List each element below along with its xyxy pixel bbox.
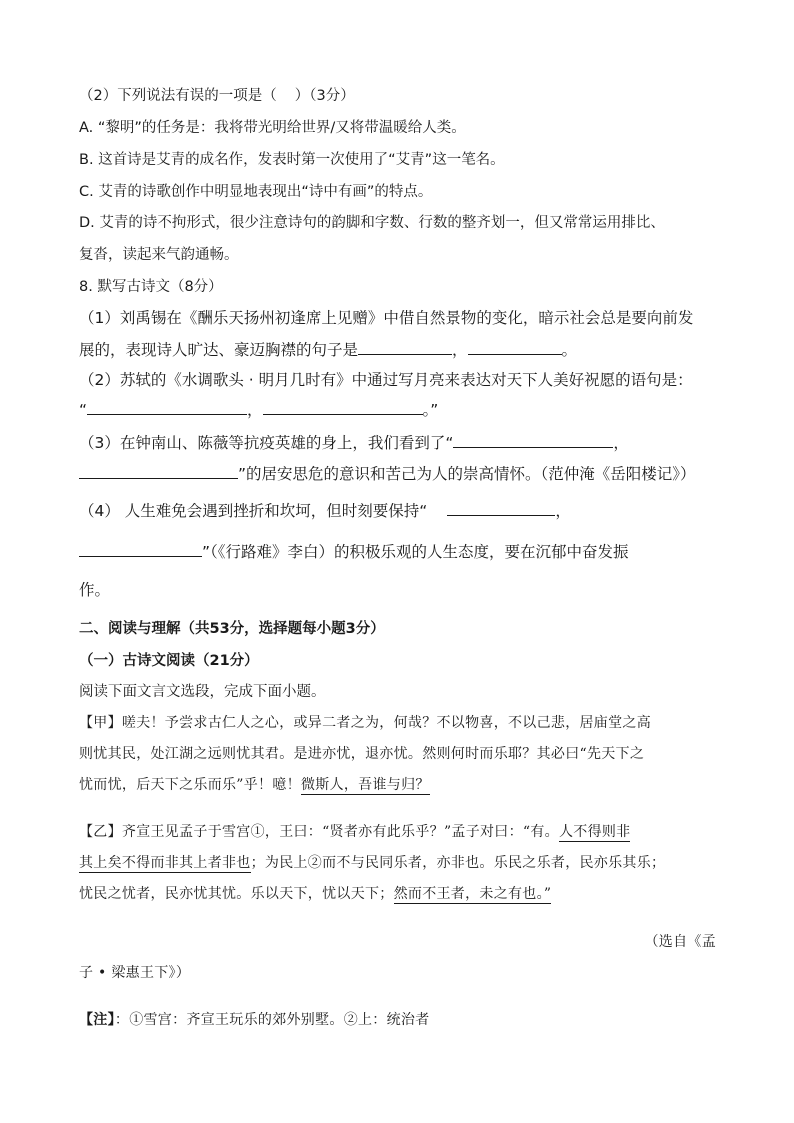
passage-yi-line3 (79, 884, 551, 904)
passage-jia-line2: 则忧其民，处江湖之远则忧其君。是进亦忧，退亦忧。然则何时而乐耶？其必曰“先天下之 (79, 746, 645, 762)
notes-text: ：①雪宫：齐宣王玩乐的郊外别墅。②上：统治者 (114, 1012, 430, 1028)
q8-2-end: 。” (422, 401, 439, 419)
q8-3-text-2: ”的居安思危的意识和苦己为人的崇高情怀。（范仲淹《岳阳楼记》） (238, 465, 696, 483)
notes (79, 1010, 430, 1030)
q8-3-sep: ， (613, 434, 629, 452)
passage-source-line1: （选自《孟 (644, 934, 716, 950)
q8-1-text: 展的，表现诗人旷达、豪迈胸襟的句子是 (79, 341, 359, 359)
q8-4-line1 (79, 500, 571, 521)
q7-2-stem-b: ）（3分） (294, 88, 355, 104)
q8-2-line2 (79, 399, 438, 420)
passage-yi-underlined-1b: 其上矣不得而非其上者非也 (79, 855, 251, 871)
q7-2-option-c: C. 艾青的诗歌创作中明显地表现出“诗中有画”的特点。 (79, 184, 433, 200)
q7-2-option-b: B. 这首诗是艾青的成名作，发表时第一次使用了“艾青”这一笔名。 (79, 152, 505, 168)
section-2-subtitle: （一）古诗文阅读（21分） (79, 653, 259, 669)
passage-yi-line2-text: ；为民上②而不与民同乐者，亦非也。乐民之乐者，民亦乐其乐； (250, 855, 666, 871)
q8-4-line2 (79, 541, 629, 562)
passage-jia-line1: 【甲】嗟夫！予尝求古仁人之心，或异二者之为，何哉？不以物喜，不以己悲，居庙堂之高 (79, 715, 651, 731)
q8-3-text: （3）在钟南山、陈薇等抗疫英雄的身上，我们看到了“ (79, 434, 454, 452)
q8-4-text: （4） 人生难免会遇到挫折和坎坷，但时刻要保持“ (79, 502, 428, 520)
q8-1-blank-1[interactable] (358, 339, 452, 355)
passage-yi-underlined-2: 然而不王者，未之有也。” (393, 886, 552, 902)
passage-yi-line2 (79, 853, 665, 873)
passage-yi-line3-text: 忧民之忧者，民亦忧其忧。乐以天下，忧以天下； (79, 886, 394, 902)
q8-2-line1: （2）苏轼的《水调歌头 · 明月几时有》中通过写月亮来表达对天下人美好祝愿的语句是： (79, 371, 693, 389)
q8-4-line3: 作。 (79, 581, 111, 599)
q8-title: 8. 默写古诗文（8分） (79, 279, 223, 295)
q7-2-option-a: A. “黎明”的任务是：我将带光明给世界/又将带温暖给人类。 (79, 120, 466, 136)
q8-2-open-quote: “ (79, 401, 88, 419)
q8-1-line2 (79, 339, 577, 360)
q8-3-line2 (79, 463, 696, 484)
passage-yi-underlined-1a: 人不得则非 (558, 824, 631, 840)
q8-4-sep: ， (555, 502, 571, 520)
q8-1-line1: （1）刘禹锡在《酬乐天扬州初逢席上见赠》中借自然景物的变化，暗示社会总是要向前发 (79, 309, 694, 327)
q8-4-blank-1[interactable] (447, 500, 555, 516)
q7-2-option-d-line1: D. 艾青的诗不拘形式，很少注意诗句的韵脚和字数、行数的整齐划一，但又常常运用排比、 (79, 215, 665, 231)
notes-label: 【注】 (79, 1012, 115, 1028)
q8-4-text-2: ”（《行路难》李白）的积极乐观的人生态度，要在沉郁中奋发振 (202, 543, 629, 561)
passage-source-line2: 子 • 梁惠王下》） (79, 965, 191, 981)
q7-2-stem-a: （2）下列说法有误的一项是（ (79, 88, 277, 104)
q8-2-blank-1[interactable] (87, 399, 247, 415)
passage-yi-line1 (79, 822, 630, 842)
q8-3-blank-2[interactable] (79, 463, 238, 479)
passage-yi-line1-text: 【乙】齐宣王见孟子于雪宫①，王曰：“贤者亦有此乐乎？”孟子对曰：“有。 (79, 824, 559, 840)
passage-jia-underlined-sentence: 微斯人，吾谁与归？ (300, 777, 430, 793)
reading-instruction: 阅读下面文言文选段，完成下面小题。 (79, 684, 326, 700)
q7-2-stem (79, 86, 355, 106)
passage-jia-line3 (79, 775, 430, 795)
q8-3-blank-1[interactable] (453, 432, 613, 448)
q8-2-blank-2[interactable] (263, 399, 423, 415)
q8-2-sep: ， (247, 401, 263, 419)
q8-3-line1 (79, 432, 629, 453)
section-2-title: 二、阅读与理解（共53分，选择题每小题3分） (79, 621, 385, 637)
q8-4-blank-2[interactable] (79, 541, 202, 557)
q8-1-end: 。 (561, 341, 578, 359)
q8-1-blank-2[interactable] (468, 339, 562, 355)
q7-2-option-d-line2: 复沓，读起来气韵通畅。 (79, 247, 239, 263)
q8-1-sep: ， (452, 341, 468, 359)
passage-jia-line3-text: 忧而忧，后天下之乐而乐”乎！噫！ (79, 777, 301, 793)
